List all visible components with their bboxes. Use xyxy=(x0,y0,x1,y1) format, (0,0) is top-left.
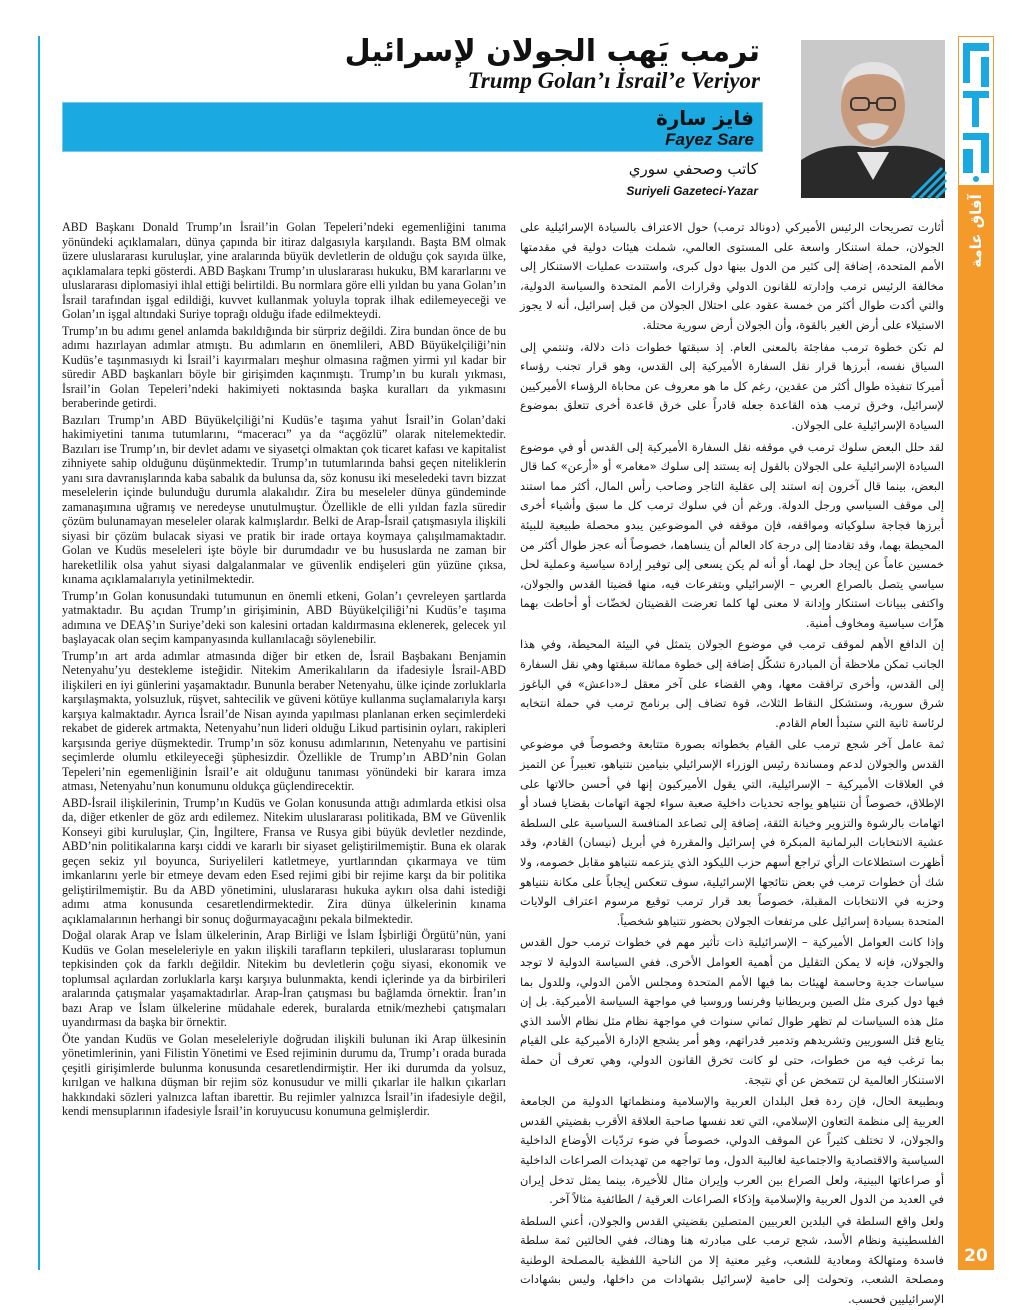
author-role-turkish: Suriyeli Gazeteci-Yazar xyxy=(626,184,758,198)
arabic-article-body xyxy=(520,218,944,1307)
paragraph: Trump’ın bu adımı genel anlamda bakıldığında bir sürpriz değildi. Zira bundan önce de bu adımı hazırlayan adımlar atmıştı. Bu adımların en önemlileri, ABD Büyükelçiliği’nin Kudüs’e taşınmasıydı ki İsrail’i kayırmaları meşhur olmasına rağmen yirmi yıl kadar bir süredir ABD başkanları böyle bir girişimden kaçınmıştı. Trump’ın bu kuralı yıkması, İsrail’in Golan Tepeleri’ndeki hakimiyeti noktasında başka kuralları da yıkmasını beraberinde getirdi. xyxy=(62,323,506,410)
paragraph: وإذا كانت العوامل الأميركية – الإسرائيلية ذات تأثير مهم في خطوات ترمب حول القدس والجولان، فإنه لا يمكن التقليل من أهمية العوامل الأخرى. ففي السياسة الدولية لا توجد سياسات جدية وحاسمة لهيئات بما فيها الأمم المتحدة ومجلس الأمن الدولي، وللدول بما فيها دول كبرى مثل الصين وبريطانيا وفرنسا وروسيا في مواجهة السياسة الأميركية. بل إن مثل هذه السياسات لم تظهر طوال ثماني سنوات في مواجهة نظام مثل نظام الأسد الذي يتابع قتل السوريين وتشريدهم وتدمير قدراتهم، وهو أمر يشجع الإدارة الأميركية على القيام بما ترغب فيه من خطوات، حتى لو كانت تخرق القانون الدولي، وهي تعرف أن حملة الاستنكار العالمية لن تتمخض عن أي نتيجة. xyxy=(520,935,944,1087)
author-band xyxy=(62,102,763,152)
paragraph: إن الدافع الأهم لموقف ترمب في موضوع الجولان يتمثل في البيئة المحيطة، وفي هذا الجانب تمكن ملاحظة أن المبادرة تشكّل إضافة إلى خطوة مماثلة سبقتها وهي نقل السفارة إلى القدس، وأخرى ترافقت معها، وهي القضاء على آخر معقل لـ«داعش» في الباغوز شرق سورية، وستشكل النقاط الثلاث، قوة تضاف إلى برنامج ترمب في حملة انتخابه لرئاسة ثانية التي ستبدأ العام القادم. xyxy=(520,637,944,730)
paragraph: ABD-İsrail ilişkilerinin, Trump’ın Kudüs ve Golan konusunda attığı adımlarda etkisi olsa da, diğer etkenler de göz ardı edilemez. Nitekim uluslararası politikada, BM ve Güvenlik Konseyi gibi kuruluşlar, Çin, İngiltere, Fransa ve Rusya gibi büyük devletler nezdinde, ABD’nin politikalarına karşı ciddi ve kararlı bir siyaset geliştirilmemiştir. Buna ek olarak geçen sekiz yıl boyunca, Suriyelileri katletmeye, yurtlarından çıkarmaya ve tüm imkanlarını yerle bir etmeye devam eden Esed rejimi gibi bir rejime karşı da bir politika geliştirilmemiştir. Bu da ABD yönetimini, uluslararası hukuka aykırı olsa dahi istediği adımı atma konusunda cesaretlendirmektedir. Zira dünya ülkelerinin kınama açıklamalarının herhangi bir sonuç doğurmayacağını pekala bilmektedir. xyxy=(62,795,506,926)
page-number: 20 xyxy=(964,1246,988,1266)
paragraph: أثارت تصريحات الرئيس الأميركي (دونالد ترمب) حول الاعتراف بالسيادة الإسرائيلية على الجولان، حملة استنكار واسعة على المستوى العالمي، شملت هيئات دولية في مقدمتها الأمم المتحدة، إضافة إلى كثير من الدول بينها دول كبرى، واستندت عمليات الاستنكار إلى مخالفة الرئيس ترمب وإدارته للقانون الدولي وقرارات الأمم المتحدة والسياسة الدولية، والتي أكدت طوال أكثر من خمسة عقود على احتلال الجولان من قبل إسرائيل، أنه لا يجوز الاستيلاء على أرض الغير بالقوة، وأن الجولان أرض سورية محتلة. xyxy=(520,220,944,332)
paragraph: Öte yandan Kudüs ve Golan meseleleriyle doğrudan ilişkili bulunan iki Arap ülkesinin yönetimlerinin, yani Filistin Yönetimi ve Esed rejiminin durumu da, Trump’ı orada burada çeşitli girişimlerde bulunma konusunda cesaretlendirmiştir. Her iki durumda da yolsuz, kırılgan ve halkına düşman bir rejim söz konusudur ve milli çıkarlar ile halkın çıkarları hakkındaki sözleri yalnızca laftan ibarettir. Bu rejimler yalnızca İsrail’in ifadesiyle değil, kendi mensuplarının ifadesiyle İsrail’in koruyucusu konumuna gelmişlerdir. xyxy=(62,1031,506,1118)
paragraph: Bazıları Trump’ın ABD Büyükelçiliği’ni Kudüs’e taşıma yahut İsrail’in Golan’daki hakimiyetini tanıma tutumlarını, “maceracı” ya da “açgözlü” olarak nitelemektedir. Bazıları ise Trump’ın, bir devlet adamı ve siyasetçi olmaktan çok ticaret kafası ve kapitalist zihniyete sahip olduğunu düşünmektedir. Trump’ın tutumlarında bahsi geçen niteliklerin yanı sıra davranışlarında kaba sabalık da bulunsa da, söz konusu iki meseledeki tavrı bizzat meselelerin içinde bulunduğu durumla alakalıdır. Zira bu meseleler dünya gündeminde zamanaşımına uğramış ve neredeyse unutulmuştur. Özellikle de elli yıldan fazla süredir çözüm bulunamayan meseleler olarak kalmışlardır. Belki de Arap-İsrail çatışmasıyla ilişkili siyasi bir çözüm bulacak siyasi ve pratik bir irade ortaya koymaya çalışılmamaktadır. Golan ve Kudüs meseleleri işte böyle bir durumdadır ve bu hususlarda ne zaman bir hareketlilik olsa yahut siyasi dalgalanmalar ve güvenlik endişeleri gün yüzüne çıksa, kınama açıklamalarıyla yetinilmektedir. xyxy=(62,412,506,586)
paragraph: ولعل واقع السلطة في البلدين العربيين المتصلين بقضيتي القدس والجولان، أعني السلطة الفلسطينية ونظام الأسد، شجع ترمب على مبادرته هنا وهناك، ففي الحالتين ثمة سلطة فاسدة ومتهالكة ومعادية للشعب، وغير معنية إلا من الناحية اللفظية بالمصلحة الوطنية ومصلحة الشعب، وتحولت إلى حامية لإسرائيل بشهادات من داخلها، وليس بشهادات الإسرائيليين فحسب. xyxy=(520,1213,944,1307)
paragraph: وبطبيعة الحال، فإن ردة فعل البلدان العربية والإسلامية ومنظماتها الدولية من الجامعة العربية إلى منظمة التعاون الإسلامي، التي تعد نفسها صاحبة العلاقة الأقرب بقضيتي القدس والجولان، لا تختلف كثيراً عن الموقف الدولي، خصوصاً في ضوء تردّيات الأوضاع الداخلية السياسية والاقتصادية والاجتماعية لغالبية الدول، وما تواجهه من تهديدات الصراعات الداخلية أو صراعاتها البينية، ولعل الصراع بين العرب وإيران مثال للأخيرة، بينما يمثل تدخل إيران في العديد من الدول العربية والإسلامية وإذكاء الصراعات العرقية / الطائفية مثالاً آخر. xyxy=(520,1094,944,1207)
author-role-arabic: كاتب وصحفي سوري xyxy=(628,160,758,178)
paragraph: لم تكن خطوة ترمب مفاجئة بالمعنى العام. إذ سبقتها خطوات ذات دلالة، وتنتمي إلى السياق نفسه، أبرزها قرار نقل السفارة الأميركية إلى القدس، وهو قرار تجنب رؤساء أميركا تنفيذه طوال أكثر من عقدين، رغم كل ما هو معروف عن محاباة الرؤساء الأميركيين لإسرائيل، وخرق ترمب هذه القاعدة جعله قادراً على خرق قاعدة أخرى تتعلق بموضوع السيادة الإسرائيلية على الجولان. xyxy=(520,339,944,432)
author-name-arabic: فايز سارة xyxy=(655,106,754,130)
article-title-arabic: ترمب يَهب الجولان لإسرائيل xyxy=(344,34,760,69)
turkish-article-body xyxy=(62,220,506,1270)
article-title-turkish: Trump Golan’ı İsrail’e Veriyor xyxy=(467,68,760,93)
left-accent-rule xyxy=(38,36,40,1270)
author-name-turkish: Fayez Sare xyxy=(665,130,754,149)
paragraph: لقد حلل البعض سلوك ترمب في موقفه نقل السفارة الأميركية إلى القدس أو في موضوع السيادة الإسرائيلية على الجولان بالقول إنه يستند إلى سلوك «مغامر» أو «أرعن» كما قال البعض، بينما قال آخرون إنه استند إلى عقلية التاجر وصاحب رأس المال، أكثر مما استند إلى موقف السياسي ورجل الدولة. ورغم أن في سلوك ترمب كل ما سبق وأشياء أخرى أبرزها فجاجة سلوكياته ومواقفه، فإن موقفه في الموضوعين يبدو محصلة طبيعية للبيئة المحيطة بهما، وقد تقادمتا إلى درجة كاد العالم أن ينساهما، خصوصاً أنه عجز طوال أكثر من خمسين عاماً عن إيجاد حل لهما، أو أنه لم يكن يسعى إلى توفير إرادة سياسية وعملية لحل سياسي يتصل بالصراع العربي – الإسرائيلي وبتفرعات فيه، منها قضيتا القدس والجولان، واكتفى ببيانات استنكار وإدانة لا معنى لها كلما تعرضت القضيتان لخضّات أو أحاطت بهما هزّات سياسية ومخاوف أمنية. xyxy=(520,439,944,630)
section-label: آفاق عامة xyxy=(967,194,985,268)
section-sidebar xyxy=(958,36,994,1270)
paragraph: ABD Başkanı Donald Trump’ın İsrail’in Golan Tepeleri’ndeki egemenliğini tanıma yönündeki açıklamaları, dünya çapında bir itiraz dalgasıyla karşılandı. Başta BM olmak üzere uluslararası kuruluşlar, yine aralarında büyük devletlerin de olduğu çok sayıda ülke, açıklamalara tepki gösterdi. ABD Başkanı Trump’ın uluslararası hukuku, BM kararlarını ve uluslararası diplomasiyi ihlal ettiği belirtildi. Bu normlara göre elli yıldan bu yana Golan’ın İsrail tarafından işgal edildiği, kuvvet kullanmak yoluyla toprak ilhak edilemeyeceği ve Golan’ın işgal altındaki Suriye toprağı olduğu ifade edilmekteydi. xyxy=(62,220,506,321)
paragraph: Doğal olarak Arap ve İslam ülkelerinin, Arap Birliği ve İslam İşbirliği Örgütü’nün, yani Kudüs ve Golan meseleleriyle en yakın ilişkili tarafların tepkileri, uluslararası toplumun tepkisinden çok da farklı değildir. Nitekim bu devletlerin çoğu siyasi, ekonomik ve toplumsal açılardan zorluklarla karşı karşıya bulunmakta, kendi içlerinde ya da birbirileri aralarında çatışmalar yaşamaktadırlar. Arap-İran çatışması bu bağlamda örnektir. İran’ın bazı Arap ve İslam ülkelerine müdahale ederek, buralarda etnik/mezhebi çatışmaları uyandırması da başka bir örnektir. xyxy=(62,928,506,1029)
photo-corner-hatch xyxy=(912,168,946,198)
paragraph: Trump’ın Golan konusundaki tutumunun en önemli etkeni, Golan’ı çevreleyen şartlarda yatmaktadır. Bu açıdan Trump’ın girişiminin, ABD Büyükelçiliği’ni Kudüs’e taşıma adımına ve DEAŞ’ın Suriye’deki son kalesini ortadan kaldırmasına eklenerek, gelecek yıl başlayacak olan seçim kampanyasında kullanılacağı söylenebilir. xyxy=(62,588,506,646)
paragraph: Trump’ın art arda adımlar atmasında diğer bir etken de, İsrail Başbakanı Benjamin Netenyahu’yu destekleme isteğidir. Nitekim Amerikalıların da ifadesiyle İsrail-ABD ilişkileri en iyi günlerini yaşamaktadır. Bununla beraber Netenyahu, ülke içinde zorluklarla karşılaşmakta, yolsuzluk, rüşvet, sahtecilik ve güveni kötüye kullanma suçlamalarıyla karşı karşıya kalmaktadır. Ayrıca İsrail’de Nisan ayında yapılması planlanan erken seçimlerdeki rekabet de giderek artmakta, Netenyahu’nun lideri olduğu Likud partisinin oyları, rakipleri karşısında geriye düşmektedir. Trump’ın söz konusu adımlarının, Netenyahu ve partisini seçimlerde olumlu etkileyeceği şüphesizdir. Özellikle de Trump’ın ABD’nin Golan Tepeleri’nin egemenliğinin İsrail’e ait olduğunu tanıması yönündeki bir karara imza atması, Netenyahu’nun konumunu oldukça güçlendirecektir. xyxy=(62,648,506,793)
paragraph: ثمة عامل آخر شجع ترمب على القيام بخطواته بصورة متتابعة وخصوصاً في موضوعي القدس والجولان لدعم ومساندة رئيس الوزراء الإسرائيلي بنيامين نتنياهو، تعبيراً عن التميز في العلاقات الأميركية – الإسرائيلية، التي يقول الأميركيون إنها في أحسن حالاتها على الإطلاق، خصوصاً أن نتنياهو يواجه تحديات داخلية صعبة سواء لجهة اتهامات بقضايا فساد أو اتهامات بالرشوة والتزوير وخيانة الثقة، إضافة إلى تصاعد المنافسة السياسية على السلطة عشية الانتخابات البرلمانية المبكرة في إسرائيل والمقررة في أبريل (نيسان) القادم، وقد أظهرت استطلاعات الرأي تراجع أسهم حزب الليكود الذي يتزعمه نتنياهو مقابل خصومه، ولا شك أن خطوات ترمب في بعض نتائجها الإسرائيلية، سوف تنعكس إيجاباً على مكانة نتنياهو وحزبه في الانتخابات المقبلة، خصوصاً بعد قرار ترمب توقيع مرسوم اعتراف الولايات المتحدة بسيادة إسرائيل على مرتفعات الجولان بحضور نتنياهو شخصياً. xyxy=(520,737,944,928)
magazine-logo-icon xyxy=(958,36,994,186)
